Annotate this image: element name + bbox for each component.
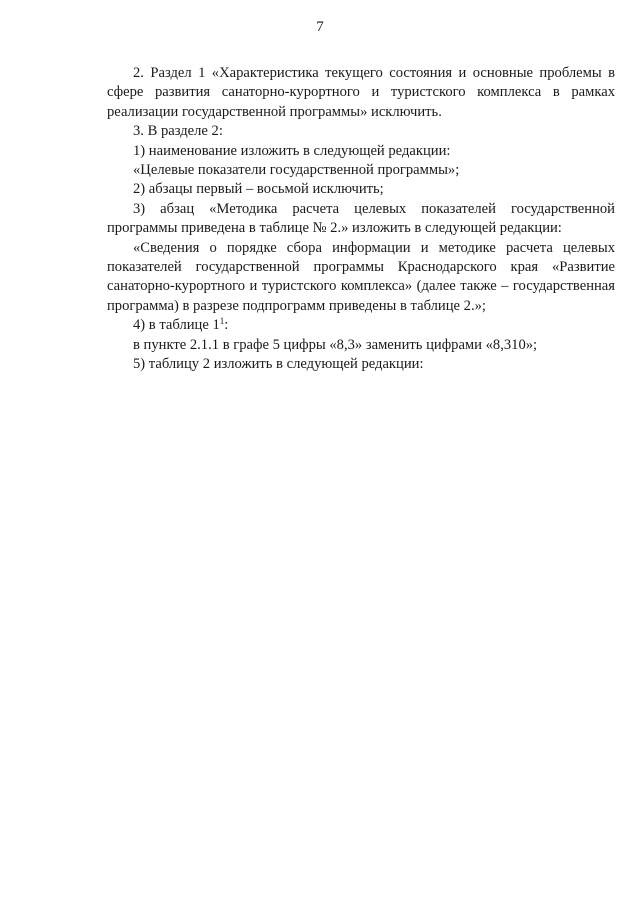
paragraph-replacement: в пункте 2.1.1 в графе 5 цифры «8,3» заменить цифрами «8,310»; — [133, 336, 538, 353]
page-number: 7 — [316, 19, 324, 35]
paragraph-item-3: 3) абзац «Методика расчета целевых показателей государственной программы приведена в таблице № 2.» изложить в следующей редакции: — [107, 200, 615, 237]
paragraph-new-title: «Целевые показатели государственной программы»; — [133, 162, 460, 179]
paragraph-item-4 — [107, 316, 615, 335]
paragraph-item-4-text: 4) в таблице 1 — [133, 317, 220, 334]
paragraph-new-wording: «Сведения о порядке сбора информации и методике расчета целевых показателей государственной программы Краснодарского края «Развитие санаторно-курортного и туристского комплекса» (далее также – государственная программа) в разрезе подпрограмм приведены в таблице 2.»; — [107, 239, 615, 314]
paragraph-item-4-suffix: : — [224, 317, 229, 334]
document-body — [107, 64, 615, 375]
paragraph-item-5: 5) таблицу 2 изложить в следующей редакции: — [133, 356, 424, 373]
paragraph-section-2-heading: 3. В разделе 2: — [133, 123, 223, 140]
paragraph-item-2: 2) абзацы первый – восьмой исключить; — [133, 181, 384, 198]
paragraph-section-1-removal: 2. Раздел 1 «Характеристика текущего состояния и основные проблемы в сфере развития санаторно-курортного и туристского комплекса в рамках реализации государственной программы» исключить. — [107, 65, 615, 120]
superscript-footnote: 1 — [219, 316, 225, 327]
paragraph-item-1: 1) наименование изложить в следующей редакции: — [133, 142, 451, 159]
